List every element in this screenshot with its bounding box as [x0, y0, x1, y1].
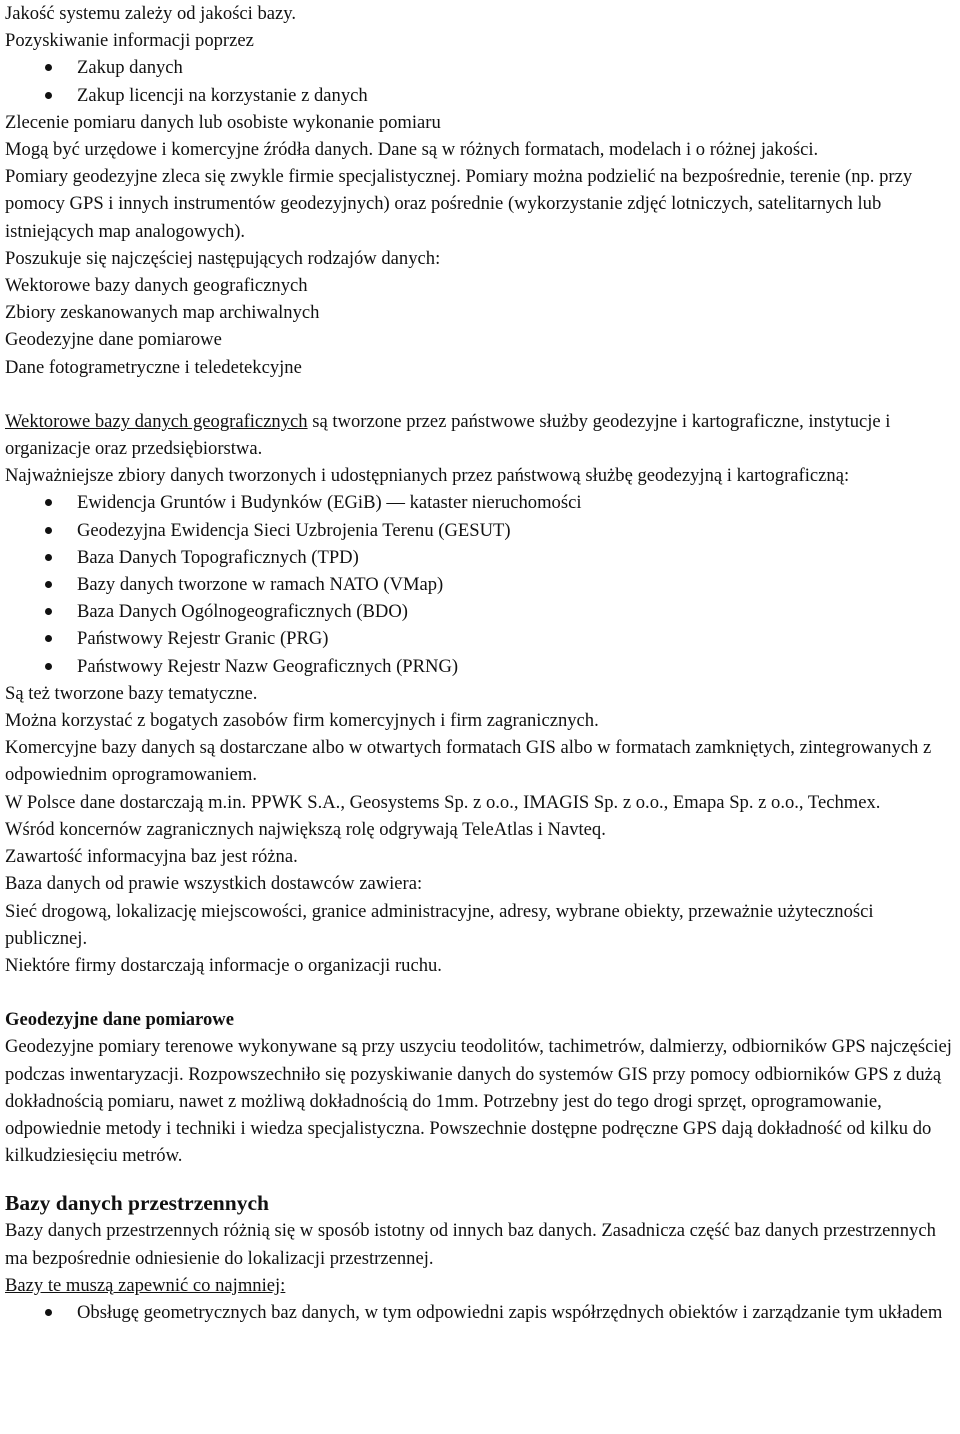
paragraph: Wśród koncernów zagranicznych największą rolę odgrywają TeleAtlas i Navteq. [5, 818, 606, 840]
list-item: Zakup danych [5, 54, 960, 81]
paragraph: Mogą być urzędowe i komercyjne źródła danych. Dane są w różnych formatach, modelach i o różnej jakości. [5, 139, 819, 161]
paragraph: Poszukuje się najczęściej następujących rodzajów danych: [5, 247, 441, 269]
spacer [5, 381, 960, 408]
paragraph: Sieć drogową, lokalizację miejscowości, granice administracyjne, adresy, wybrane obiekty, przeważnie użyteczności publicznej. [5, 900, 874, 949]
intro-line: Pozyskiwanie informacji poprzez [5, 30, 254, 52]
paragraph: Bazy danych przestrzennych różnią się w sposób istotny od innych baz danych. Zasadnicza część baz danych przestrzennych ma bezpośrednie odniesienie do lokalizacji przestrzennej. [5, 1220, 936, 1269]
list-item: Państwowy Rejestr Nazw Geograficznych (PRNG) [5, 653, 960, 680]
state-datasets-list [5, 489, 960, 679]
intro-line: Jakość systemu zależy od jakości bazy. [5, 3, 297, 24]
paragraph: Są też tworzone bazy tematyczne. [5, 682, 258, 704]
paragraph: Komercyjne bazy danych są dostarczane albo w otwartych formatach GIS albo w formatach zamkniętych, zintegrowanych z odpowiednim oprogramowaniem. [5, 737, 932, 786]
section-heading-spatial: Bazy danych przestrzennych [5, 1191, 269, 1216]
data-type-line: Wektorowe bazy danych geograficznych [5, 275, 308, 297]
underlined-line: Bazy te muszą zapewnić co najmniej: [5, 1274, 286, 1296]
paragraph: Można korzystać z bogatych zasobów firm komercyjnych i firm zagranicznych. [5, 710, 599, 732]
list-item: Baza Danych Topograficznych (TPD) [5, 544, 960, 571]
section-heading-survey: Geodezyjne dane pomiarowe [5, 1009, 234, 1031]
paragraph: Zawartość informacyjna baz jest różna. [5, 846, 298, 868]
list-item: Ewidencja Gruntów i Budynków (EGiB) — kataster nieruchomości [5, 489, 960, 516]
list-item: Baza Danych Ogólnogeograficznych (BDO) [5, 598, 960, 625]
spacer [5, 979, 960, 1006]
list-item: Zakup licencji na korzystanie z danych [5, 82, 960, 109]
paragraph: Niektóre firmy dostarczają informacje o organizacji ruchu. [5, 954, 442, 976]
vector-lead-underlined: Wektorowe bazy danych geograficznych [5, 410, 308, 432]
data-type-line: Dane fotogrametryczne i teledetekcyjne [5, 356, 302, 378]
paragraph: Zlecenie pomiaru danych lub osobiste wykonanie pomiaru [5, 111, 441, 133]
vector-lead-paragraph [5, 408, 960, 462]
list-item: Geodezyjna Ewidencja Sieci Uzbrojenia Terenu (GESUT) [5, 517, 960, 544]
list-item: Obsługę geometrycznych baz danych, w tym odpowiedni zapis współrzędnych obiektów i zarządzanie tym układem [5, 1299, 960, 1326]
vector-lead-rest: są tworzone przez państwowe służby geodezyjne i kartograficzne, instytucje i organizacje oraz przedsiębiorstwa. [5, 410, 891, 460]
requirements-list [5, 1299, 960, 1326]
spacer [5, 1169, 960, 1189]
list-item: Państwowy Rejestr Granic (PRG) [5, 625, 960, 652]
paragraph: W Polsce dane dostarczają m.in. PPWK S.A., Geosystems Sp. z o.o., IMAGIS Sp. z o.o., Emapa Sp. z o.o., Techmex. [5, 791, 881, 813]
data-type-line: Geodezyjne dane pomiarowe [5, 329, 222, 351]
acquisition-list [5, 54, 960, 108]
list-item: Bazy danych tworzone w ramach NATO (VMap) [5, 571, 960, 598]
paragraph: Geodezyjne pomiary terenowe wykonywane są przy uszyciu teodolitów, tachimetrów, dalmierzy, odbiorników GPS najczęściej podczas inwentaryzacji. Rozpowszechniło się pozyskiwanie danych do systemów GIS przy pomocy odbiorników GPS z dużą dokładnością pomiaru, nawet z możliwą dokładnością do 1mm. Potrzebny jest do tego drogi sprzęt, oprogramowanie, odpowiednie metody i techniki i wiedza specjalistyczna. Powszechnie dostępne podręczne GPS dają dokładność od kilku do kilkudziesięciu metrów. [5, 1036, 952, 1167]
paragraph: Pomiary geodezyjne zleca się zwykle firmie specjalistycznej. Pomiary można podzielić na bezpośrednie, terenie (np. przy pomocy GPS i innych instrumentów geodezyjnych) oraz pośrednie (wykorzystanie zdjęć lotniczych, satelitarnych lub istniejących map analogowych). [5, 166, 913, 242]
paragraph: Najważniejsze zbiory danych tworzonych i udostępnianych przez państwową służbę geodezyjną i kartograficzną: [5, 465, 850, 487]
data-type-line: Zbiory zeskanowanych map archiwalnych [5, 302, 320, 324]
paragraph: Baza danych od prawie wszystkich dostawców zawiera: [5, 873, 423, 895]
